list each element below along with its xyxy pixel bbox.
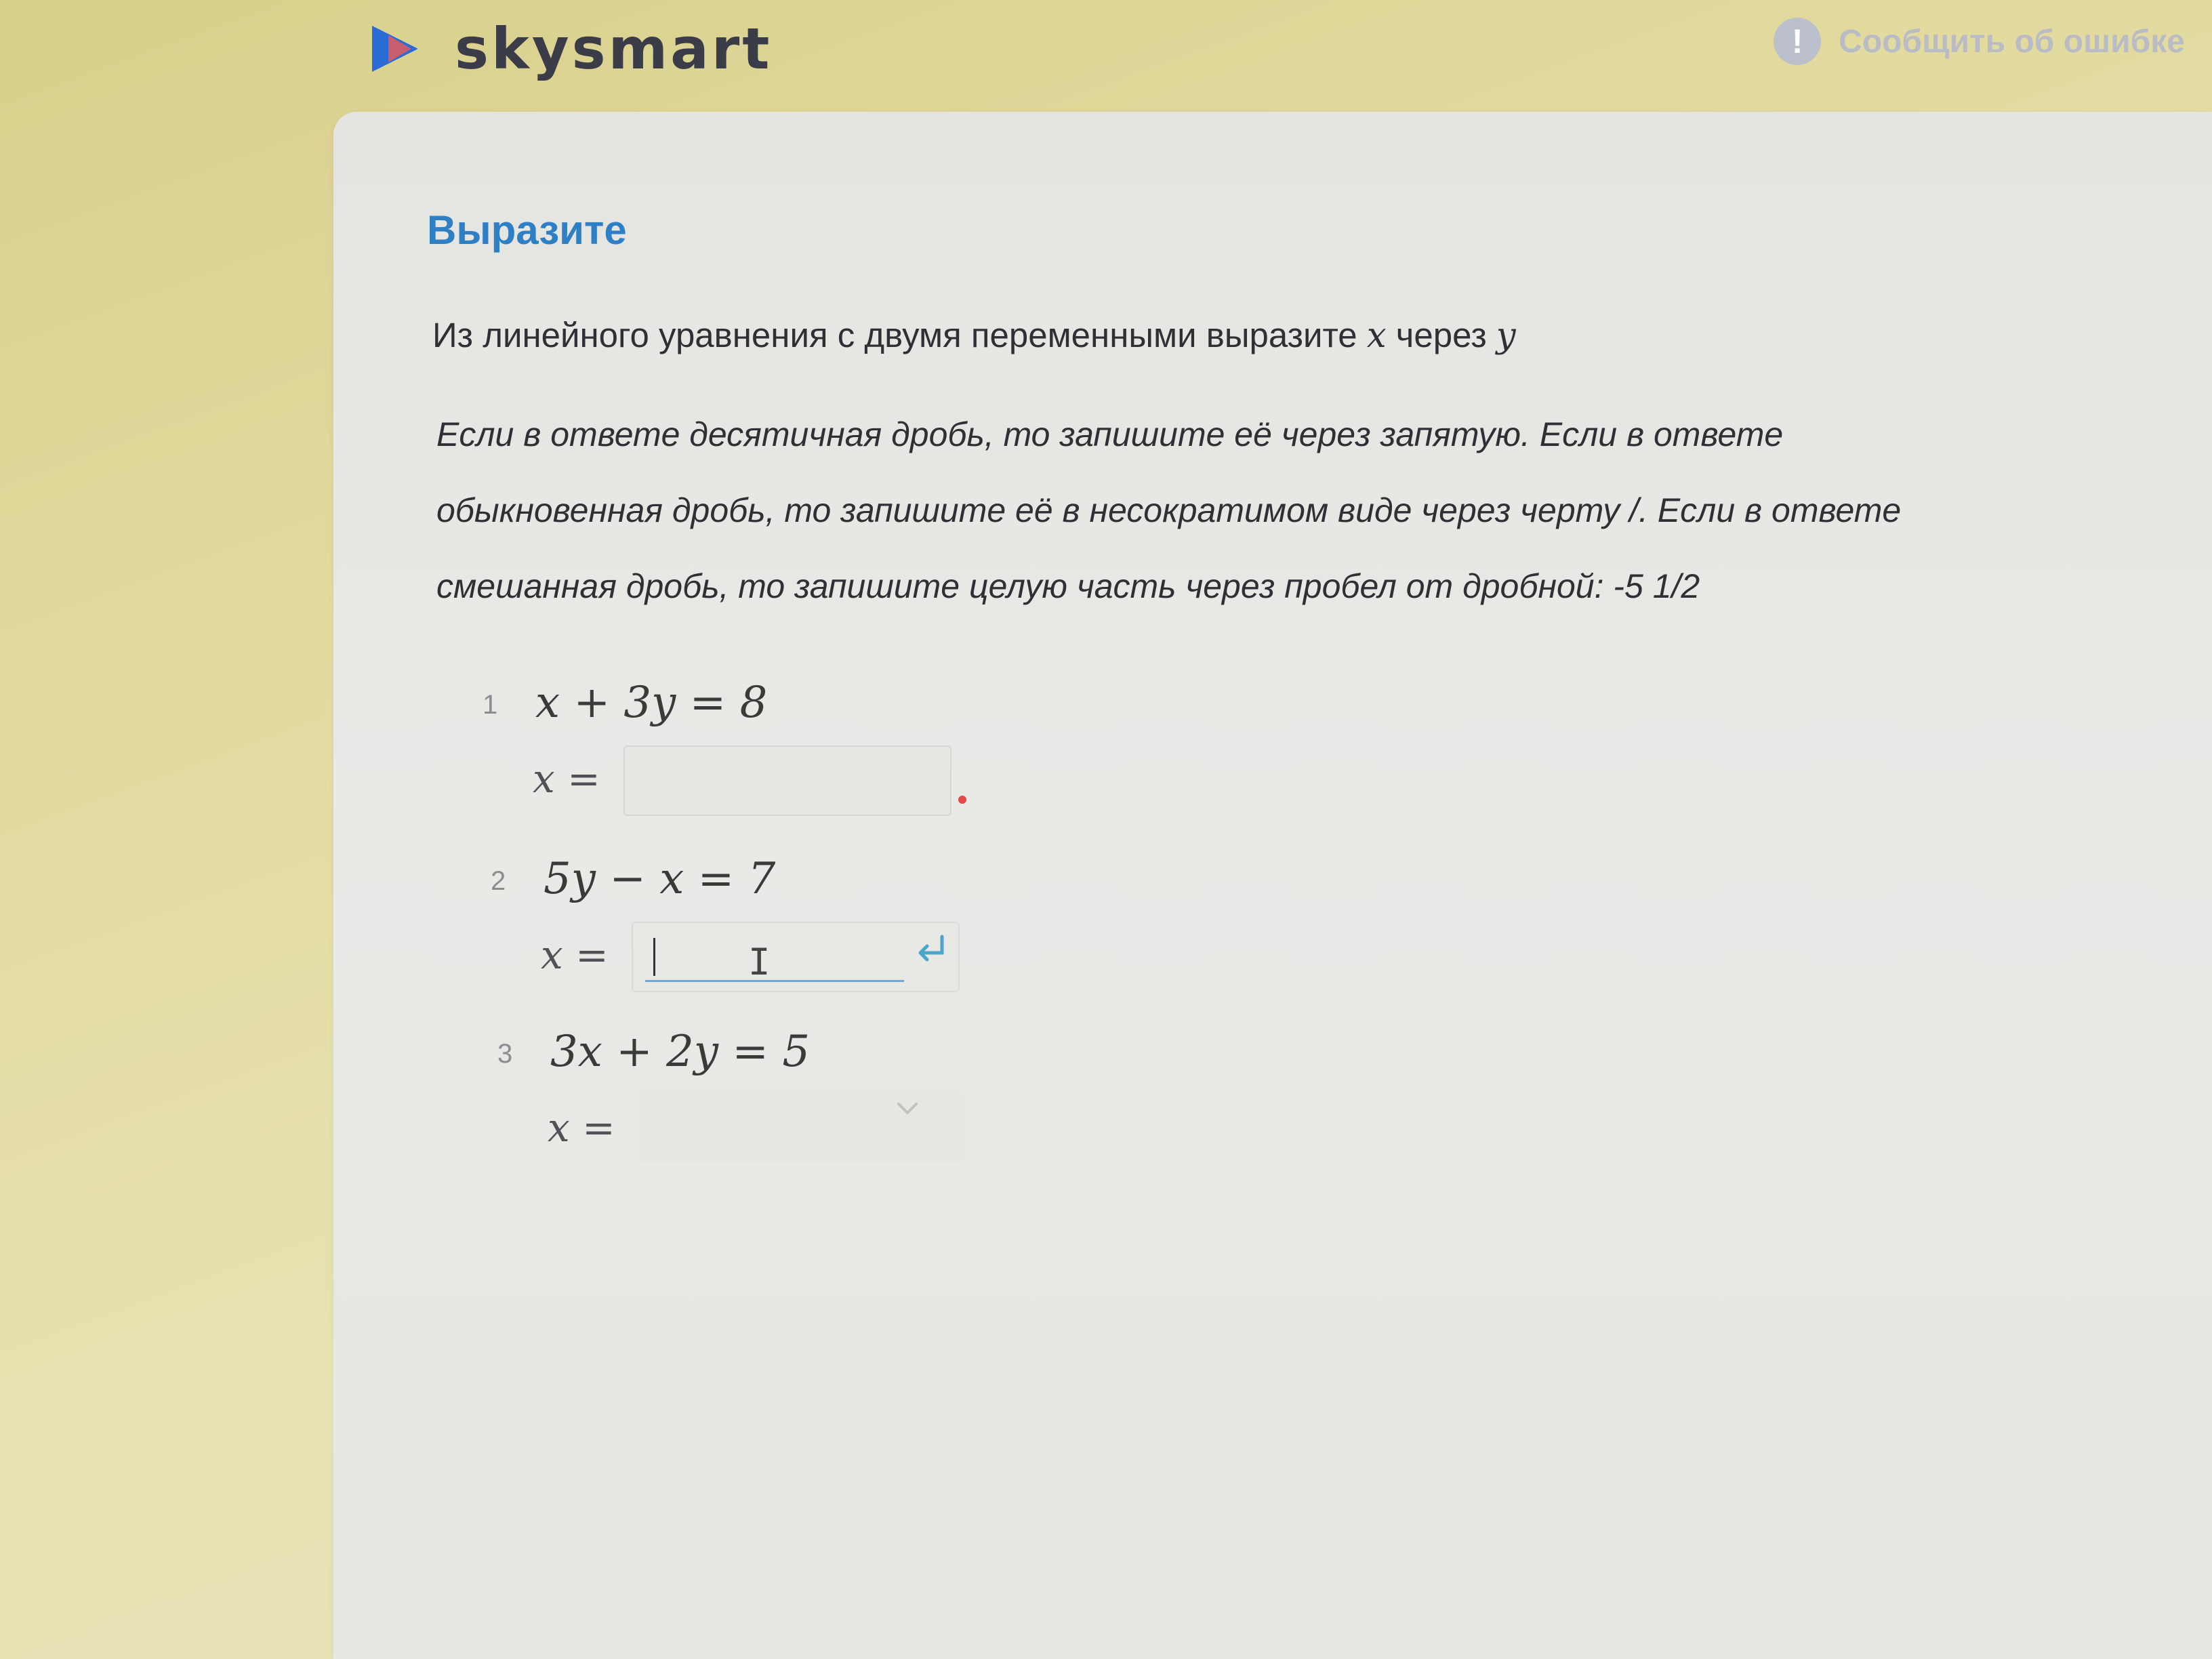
report-error-label: Сообщить об ошибке [1839, 23, 2185, 60]
note-line: смешанная дробь, то запишите целую часть через пробел от дробной: -5 1/2 [436, 567, 1700, 605]
answer-select[interactable] [638, 1092, 964, 1162]
task-item-1 [333, 678, 1011, 847]
task-number: 3 [497, 1039, 513, 1069]
answer-format-note [436, 396, 2063, 624]
instruction-mid-text: через [1395, 316, 1487, 354]
answer-label: x = [533, 756, 600, 802]
instruction-var-x: x [1366, 316, 1387, 356]
text-cursor-icon: I [748, 941, 771, 983]
task-equation: 3x + 2y = 5 [550, 1027, 811, 1077]
task-number: 1 [483, 690, 498, 720]
logo-text: skysmart [455, 16, 773, 82]
task-equation: x + 3y = 8 [535, 678, 768, 728]
note-line: обыкновенная дробь, то запишите её в несократимом виде через черту /. Если в ответе [436, 491, 1902, 529]
answer-label: x = [541, 932, 609, 978]
instruction-text: Из линейного уравнения с двумя переменными выразите [432, 316, 1357, 354]
task-instruction [432, 315, 1516, 356]
task-equation: 5y − x = 7 [544, 854, 776, 904]
instruction-var-y: y [1496, 316, 1516, 356]
exercise-card [333, 112, 2212, 1659]
skysmart-logo[interactable] [369, 15, 772, 83]
exclamation-circle-icon: ! [1774, 18, 1821, 65]
top-bar [0, 0, 2212, 108]
report-error-link[interactable] [1774, 18, 2185, 65]
exercise-title: Выразите [427, 207, 627, 253]
task-item-2 [342, 854, 1019, 1023]
enter-return-icon[interactable] [911, 930, 951, 970]
chevron-down-icon [890, 1092, 924, 1126]
task-item-3 [348, 1027, 1026, 1196]
answer-label: x = [548, 1105, 615, 1151]
play-triangle-logo-icon [369, 23, 421, 75]
task-number: 2 [491, 866, 506, 896]
note-line: Если в ответе десятичная дробь, то запишите её через запятую. Если в ответе [436, 415, 1784, 453]
answer-input[interactable] [645, 933, 904, 982]
text-caret [653, 938, 655, 976]
required-indicator [958, 796, 966, 804]
answer-input[interactable] [637, 756, 896, 804]
answer-input-box[interactable] [623, 745, 951, 816]
